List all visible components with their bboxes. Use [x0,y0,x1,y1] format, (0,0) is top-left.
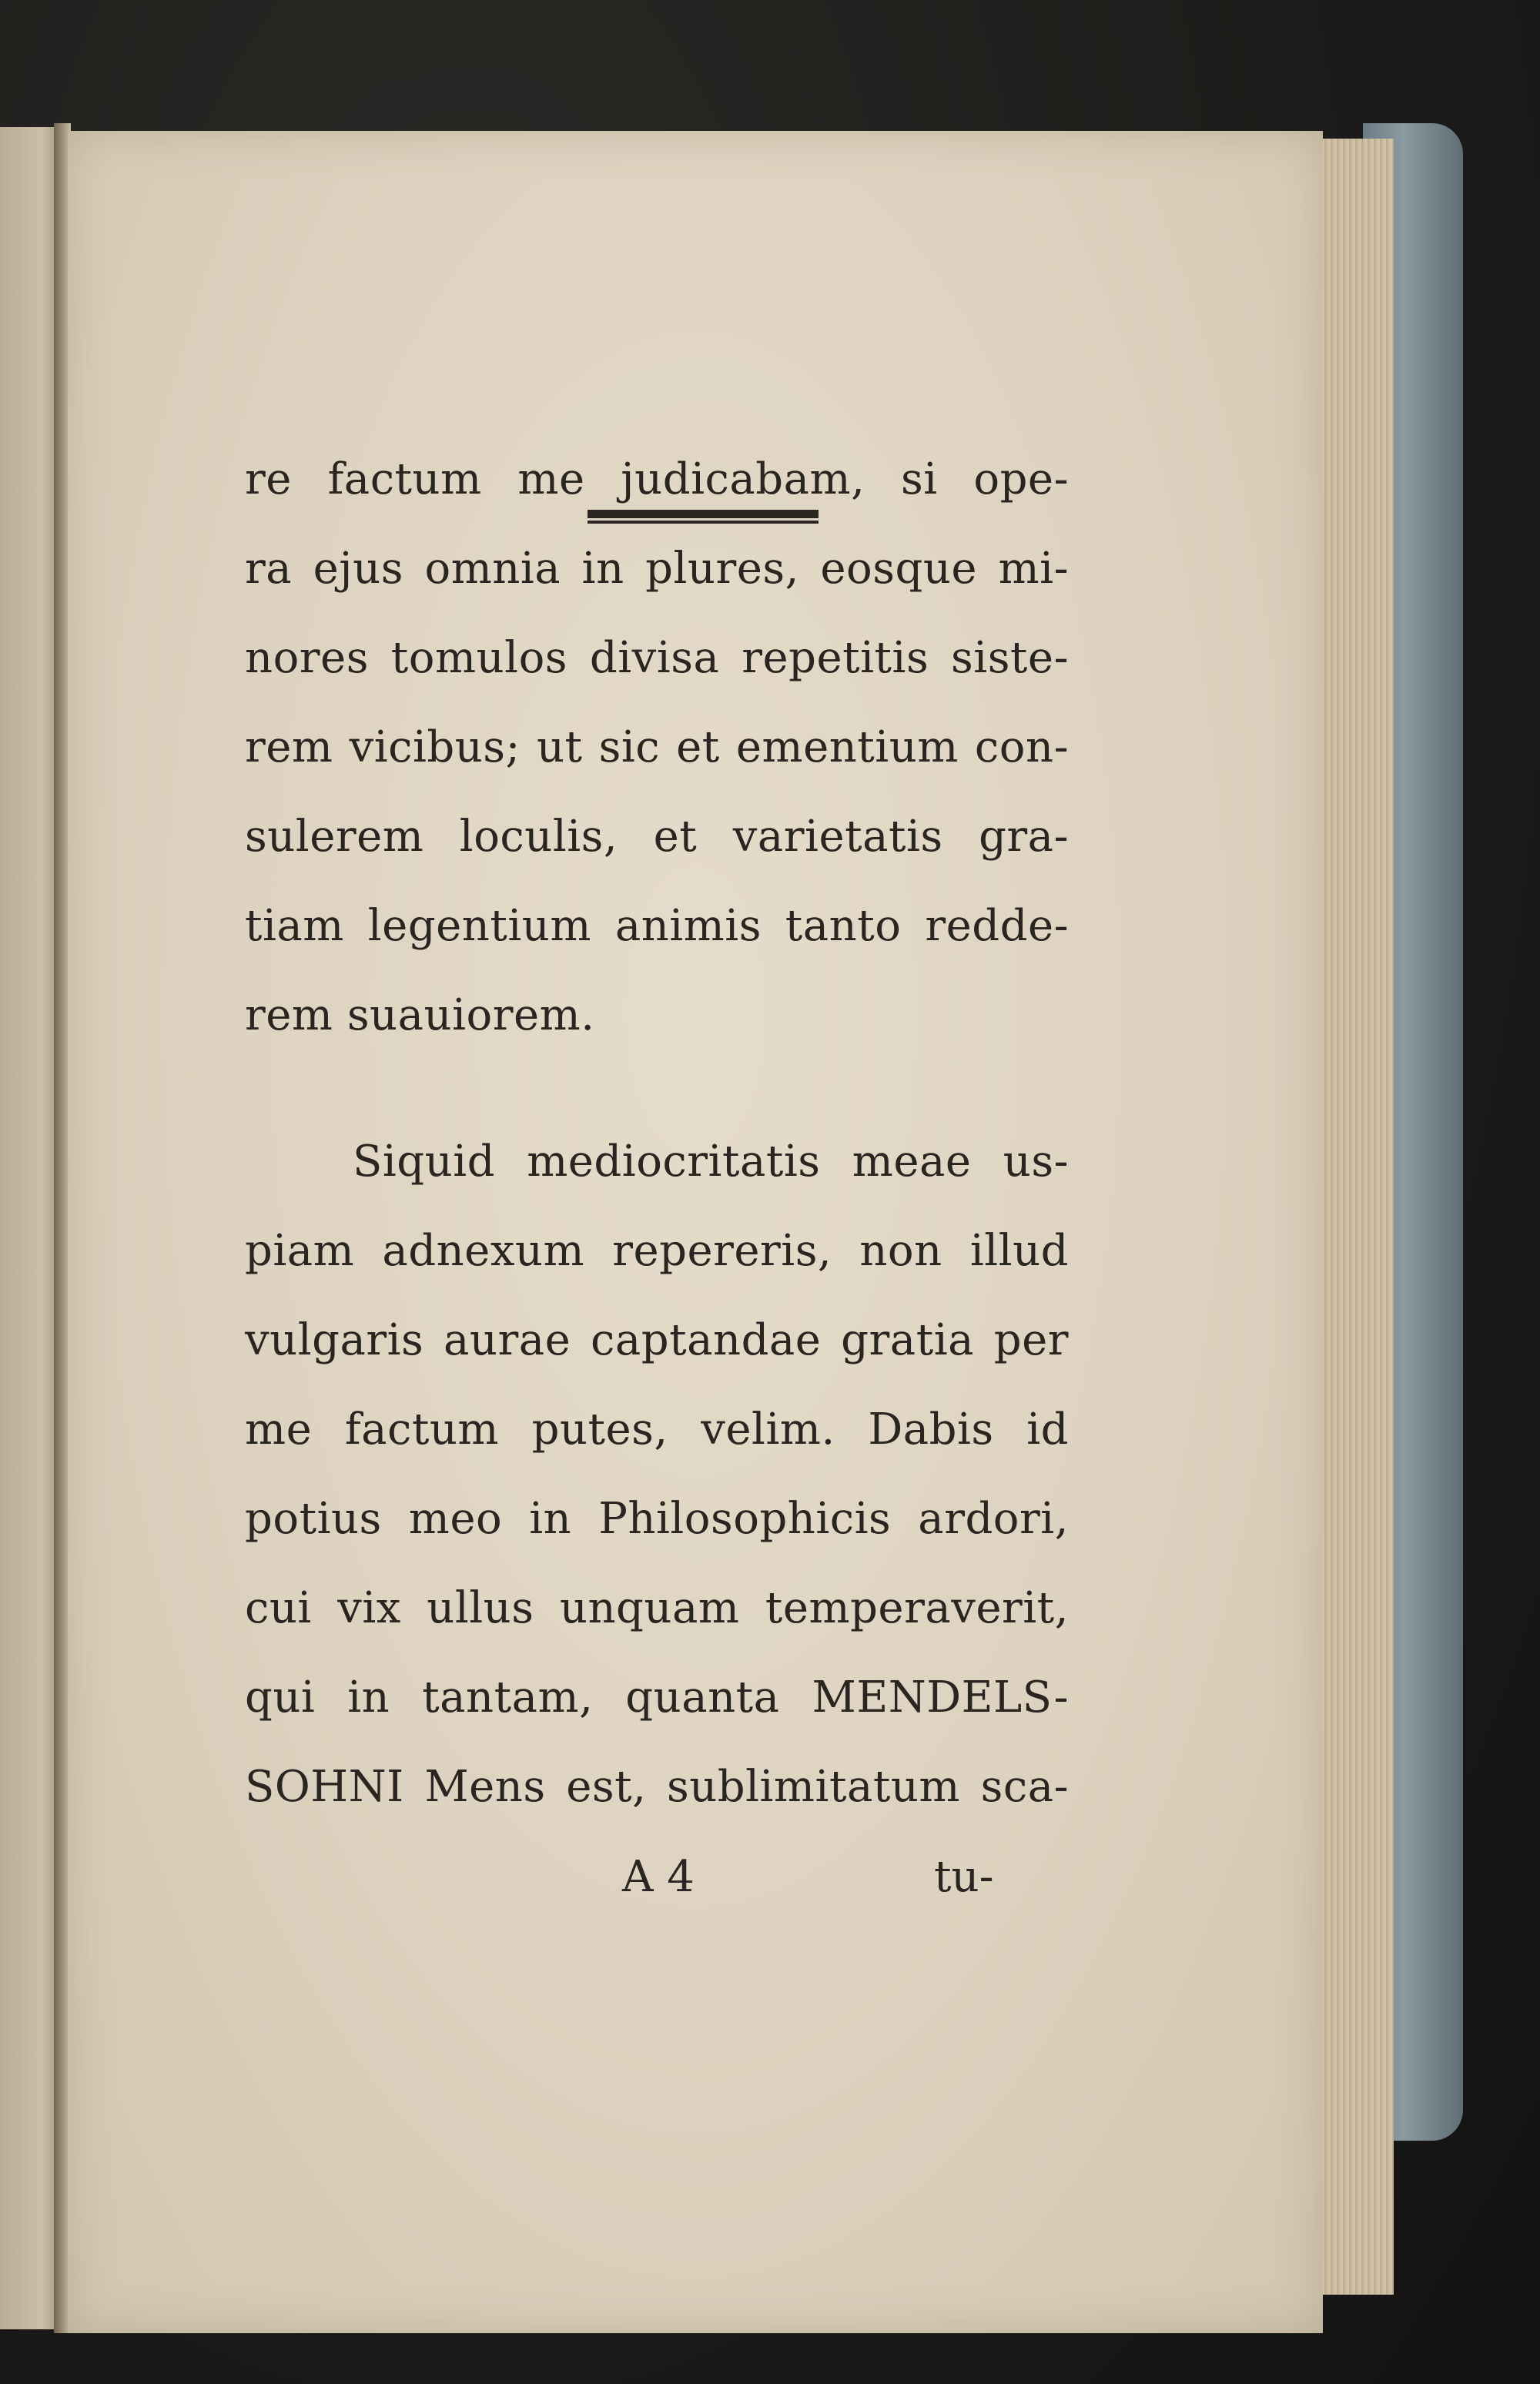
text-line: ra ejus omnia in plures, eosque mi- [245,544,1069,594]
text-line: rem suauiorem. [245,990,595,1040]
text-line: potius meo in Philosophicis ardori, [245,1494,1069,1544]
page-footer [245,1852,1069,1914]
text-line: sulerem loculis, et varietatis gra- [245,812,1069,862]
text-line: tiam legentium animis tanto redde- [245,901,1069,951]
text-line: nores tomulos divisa repetitis siste- [245,633,1069,683]
catchword: tu- [934,1852,994,1902]
text-line: vulgaris aurae captandae gratia per [245,1315,1069,1365]
text-line: piam adnexum repereris, non illud [245,1226,1069,1276]
text-line: SOHNI Mens est, sublimitatum sca- [245,1762,1069,1812]
text-line: re factum me judicabam, si ope- [245,454,1069,504]
text-line: rem vicibus; ut sic et ementium con- [245,722,1069,772]
text-line: Siquid mediocritatis meae us- [353,1137,1069,1187]
text-line: qui in tantam, quanta MENDELS- [245,1672,1069,1723]
header-rule [588,510,819,524]
signature-mark: A 4 [622,1852,695,1902]
facing-page-edge [0,127,60,2329]
text-line: me factum putes, velim. Dabis id [245,1405,1069,1455]
text-line: cui vix ullus unquam temperaverit, [245,1583,1069,1633]
